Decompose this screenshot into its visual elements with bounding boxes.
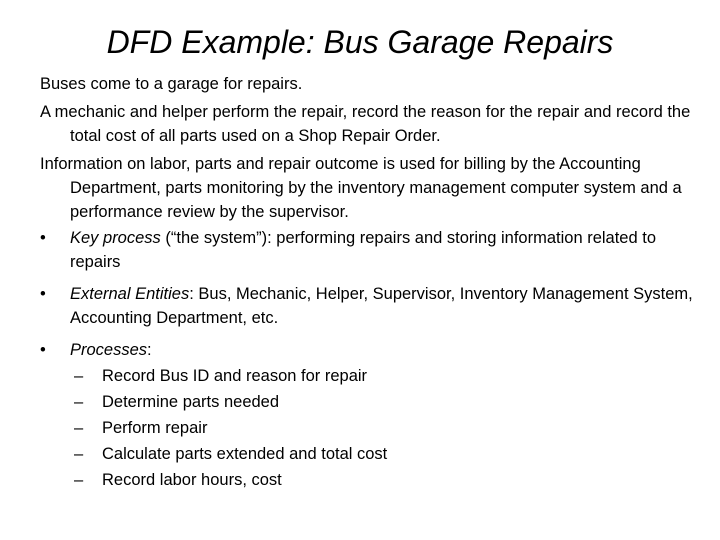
subitem-process (40, 468, 710, 492)
subitem-process (40, 364, 710, 388)
bullet-term: External Entities (70, 285, 190, 303)
slide-body (40, 72, 710, 494)
subitem-marker: – (74, 471, 84, 489)
paragraph-information: Information on labor, parts and repair outcome is used for billing by the Accounting Department, parts monitoring by the inventory management computer system and a performance review by the supervisor. (40, 155, 682, 221)
subitem-marker: – (74, 445, 84, 463)
bullet-key-process (40, 226, 710, 274)
subitem-process (40, 442, 710, 466)
bullet-processes (40, 338, 710, 362)
bullet-text: : Bus, Mechanic, Helper, Supervisor, Inventory Management System, Accounting Department, etc. (70, 285, 693, 327)
subitem-process (40, 390, 710, 414)
bullet-term: Key process (70, 229, 161, 247)
slide-title: DFD Example: Bus Garage Repairs (106, 24, 614, 60)
subitem-marker: – (74, 367, 84, 385)
subitem-text: Record labor hours, cost (102, 471, 282, 489)
bullet-marker: • (40, 341, 46, 359)
paragraph-mechanic: A mechanic and helper perform the repair, record the reason for the repair and record the total cost of all parts used on a Shop Repair Order. (40, 103, 691, 145)
subitem-marker: – (74, 393, 84, 411)
subitem-process (40, 416, 710, 440)
subitem-text: Record Bus ID and reason for repair (102, 367, 368, 385)
bullet-marker: • (40, 229, 46, 247)
bullet-text: (“the system”): performing repairs and storing information related to repairs (70, 229, 656, 271)
bullet-external-entities (40, 282, 710, 330)
paragraph-intro: Buses come to a garage for repairs. (40, 75, 303, 93)
subitem-text: Determine parts needed (102, 393, 280, 411)
subitem-text: Perform repair (102, 419, 208, 437)
subitem-text: Calculate parts extended and total cost (102, 445, 388, 463)
bullet-marker: • (40, 285, 46, 303)
subitem-marker: – (74, 419, 84, 437)
bullet-term: Processes (70, 341, 148, 359)
bullet-text: : (147, 341, 152, 359)
